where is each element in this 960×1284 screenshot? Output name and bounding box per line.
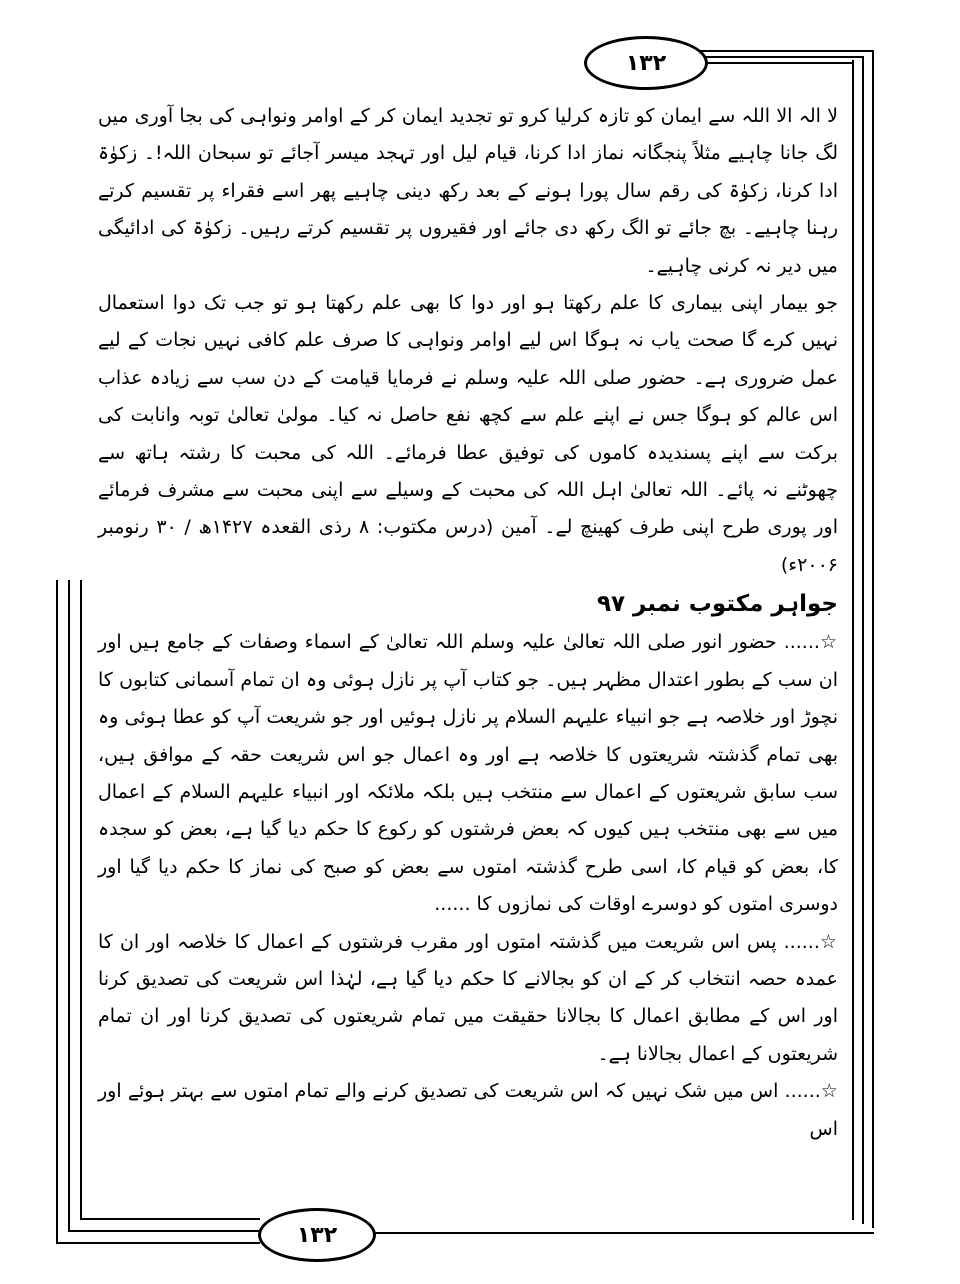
frame-left-line-1 [56, 580, 58, 1244]
list-item-1 [98, 624, 838, 923]
frame-bottom-line-1 [56, 1242, 260, 1244]
frame-bottom-line-2 [68, 1230, 260, 1232]
list-item-1-text: ...... حضور انور صلی اللہ تعالیٰ علیہ وسلم اللہ تعالیٰ کے اسماء وصفات کے جامع ہیں اور ان سب کے بطور اعتدال مظہر ہیں۔ جو کتاب آپ پر نازل ہوئی وہ ان تمام آسمانی کتابوں کا نچوڑ اور خلاصہ ہے جو انبیاء علیہم السلام پر نازل ہوئیں اور جو شریعت آپ کو عطا ہوئی وہ بھی تمام گذشتہ شریعتوں کا خلاصہ ہے اور وہ اعمال جو اس شریعت حقہ کے موافق ہیں، سب سابق شریعتوں کے اعمال سے منتخب ہیں بلکہ ملائکہ اور انبیاء علیہم السلام کے اعمال میں سے بھی منتخب ہیں کیوں کہ بعض فرشتوں کو رکوع کا حکم دیا گیا ہے، بعض کو سجدہ کا، بعض کو قیام کا، اسی طرح گذشتہ امتوں سے بعض کو صبح کی نماز کا حکم دیا گیا اور دوسری امتوں کو دوسرے اوقات کی نمازوں کا ...... [98, 631, 838, 916]
frame-bottom-line-3 [80, 1218, 260, 1220]
frame-left-line-3 [80, 580, 82, 1220]
list-item-2-text: ...... پس اس شریعت میں گذشتہ امتوں اور مقرب فرشتوں کے اعمال کا خلاصہ اور ان کا عمدہ حصہ انتخاب کر کے ان کو بجالانے کا حکم دیا گیا ہے، لہٰذا اس شریعت کی تصدیق کرنا اور اس کے مطابق اعمال کا بجالانا حقیقت میں تمام شریعتوں کی تصدیق کرنا اور ان تمام شریعتوں کے اعمال بجالانا ہے۔ [98, 930, 838, 1065]
frame-top-line-2 [700, 56, 864, 58]
paragraph-2: جو بیمار اپنی بیماری کا علم رکھتا ہو اور دوا کا بھی علم رکھتا ہو تو جب تک دوا استعمال نہیں کرے گا صحت یاب نہ ہوگا اس لیے اوامر ونواہی کا صرف علم کافی نہیں نجات کے لیے عمل ضروری ہے۔ حضور صلی اللہ علیہ وسلم نے فرمایا قیامت کے دن سب سے زیادہ عذاب اس عالم کو ہوگا جس نے اپنے علم سے کچھ نفع حاصل نہ کیا۔ مولیٰ تعالیٰ توبہ وانابت کی برکت سے اپنے پسندیدہ کاموں کی توفیق عطا فرمائے۔ اللہ کی محبت کا رشتہ ہاتھ سے چھوٹنے نہ پائے۔ اللہ تعالیٰ اہل اللہ کی محبت کے وسیلے سے اپنی محبت سے مشرف فرمائے اور پوری طرح اپنی طرف کھینچ لے۔ آمین (درس مکتوب: ۸ رذی القعدہ ۱۴۲۷ھ / ۳۰ رنومبر ۲۰۰۶ء) [98, 292, 838, 576]
frame-left-line-2 [68, 580, 70, 1232]
intro-paragraph: لا الہ الا اللہ سے ایمان کو تازہ کرلیا کرو تو تجدید ایمان کر کے اوامر ونواہی کی بجا آوری میں لگ جانا چاہیے مثلاً پنجگانہ نماز ادا کرنا، قیام لیل اور تہجد میسر آجائے تو سبحان اللہ!۔ زکوٰۃ ادا کرنا، زکوٰۃ کی رقم سال پورا ہونے کے بعد رکھ دینی چاہیے پھر اسے فقراء پر تقسیم کرتے رہنا چاہیے۔ بچ جائے تو الگ رکھ دی جائے اور فقیروں پر تقسیم کرتے رہیں۔ زکوٰۃ کی ادائیگی میں دیر نہ کرنی چاہیے۔ [98, 105, 838, 277]
page-number-top-text: ۱۳۲ [625, 50, 667, 76]
list-item-3 [98, 1073, 838, 1148]
frame-top-line-1 [700, 50, 874, 52]
list-item-3-text: ...... اس میں شک نہیں کہ اس شریعت کی تصدیق کرنے والے تمام امتوں سے بہتر ہوئے اور اس [98, 1080, 838, 1140]
frame-top-line-3 [700, 62, 854, 64]
frame-right-line-2 [862, 56, 864, 1224]
section-heading: جواہر مکتوب نمبر ۹۷ [596, 591, 838, 618]
star-icon: ☆ [819, 930, 838, 953]
list-item-2 [98, 924, 838, 1074]
frame-bottom-line-right [368, 1232, 874, 1234]
page-number-bottom-text: ۱۳۲ [296, 1222, 338, 1248]
page-number-top [584, 36, 708, 90]
frame-right-line-3 [872, 52, 874, 1228]
star-icon: ☆ [819, 631, 838, 654]
page-number-bottom [258, 1208, 376, 1262]
star-icon: ☆ [820, 1080, 838, 1103]
frame-right-line-1 [852, 60, 854, 1220]
page-body [98, 98, 838, 1148]
